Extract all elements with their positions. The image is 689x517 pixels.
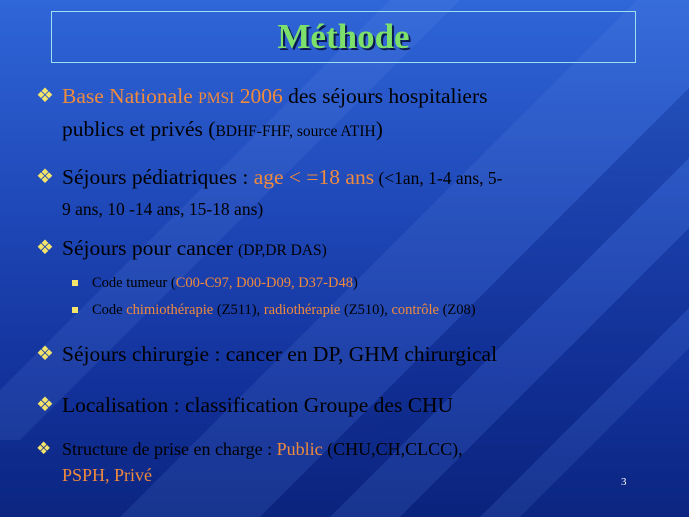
tumour-close: ) xyxy=(352,275,358,291)
bullet-cancer xyxy=(36,233,689,266)
diamond-bullet-icon: ❖ xyxy=(36,237,54,259)
diamond-bullet-icon: ❖ xyxy=(36,439,52,458)
diamond-bullet-icon: ❖ xyxy=(36,394,54,416)
source-close: ) xyxy=(375,117,383,141)
sub-bullet-tumour-code xyxy=(36,270,689,296)
treatment-z510: (Z510), xyxy=(340,302,392,318)
square-bullet-icon xyxy=(72,307,78,313)
diamond-bullet-icon: ❖ xyxy=(36,166,54,188)
pediatric-lead: Séjours pédiatriques : xyxy=(62,165,254,189)
source-rest: des séjours hospitaliers xyxy=(282,84,488,108)
treatment-z08: (Z08) xyxy=(438,302,476,318)
pediatric-ranges-2: 9 ans, 10 -14 ans, 15-18 ans) xyxy=(62,199,264,219)
pediatric-age: age < =18 ans xyxy=(253,165,375,189)
structure-rest: (CHU,CH,CLCC), xyxy=(322,439,463,459)
cancer-lead: Séjours pour cancer xyxy=(62,236,239,260)
bullet-localisation xyxy=(36,390,689,420)
source-name: Base Nationale xyxy=(62,84,193,108)
treatment-chimio: chimiothérapie xyxy=(126,302,214,318)
treatment-radio: radiothérapie xyxy=(263,302,341,318)
structure-lead: Structure de prise en charge : xyxy=(62,439,277,459)
structure-public: Public xyxy=(276,439,323,459)
localisation-text: Localisation : classification Groupe des CHU xyxy=(62,393,454,417)
structure-psph: PSPH, Privé xyxy=(62,465,153,485)
source-pmsi: PMSI xyxy=(198,90,235,107)
slide-title: Méthode xyxy=(277,17,410,56)
treatment-lead: Code xyxy=(92,302,127,318)
cancer-paren: (DP,DR DAS) xyxy=(238,242,327,259)
bullet-data-source xyxy=(36,81,689,147)
diamond-bullet-icon: ❖ xyxy=(36,343,54,365)
sub-bullet-treatment-code xyxy=(36,297,689,323)
pediatric-ranges-1: (<1an, 1-4 ans, 5- xyxy=(374,168,503,188)
tumour-codes: C00-C97, D00-D09, D37-D48 xyxy=(175,275,353,291)
page-number: 3 xyxy=(621,476,627,488)
bullet-surgery xyxy=(36,339,689,369)
source-detail: BDHF-FHF, source ATIH xyxy=(215,123,376,140)
treatment-z511: (Z511), xyxy=(213,302,264,318)
title-box xyxy=(51,11,636,63)
tumour-lead: Code tumeur ( xyxy=(92,275,176,291)
surgery-text: Séjours chirurgie : cancer en DP, GHM chirurgical xyxy=(62,342,498,366)
source-line2: publics et privés ( xyxy=(62,117,216,141)
treatment-controle: contrôle xyxy=(391,302,439,318)
diamond-bullet-icon: ❖ xyxy=(36,85,54,107)
source-year: 2006 xyxy=(239,84,283,108)
bullet-pediatric xyxy=(36,162,689,224)
square-bullet-icon xyxy=(72,280,78,286)
bullet-structure xyxy=(36,436,689,488)
